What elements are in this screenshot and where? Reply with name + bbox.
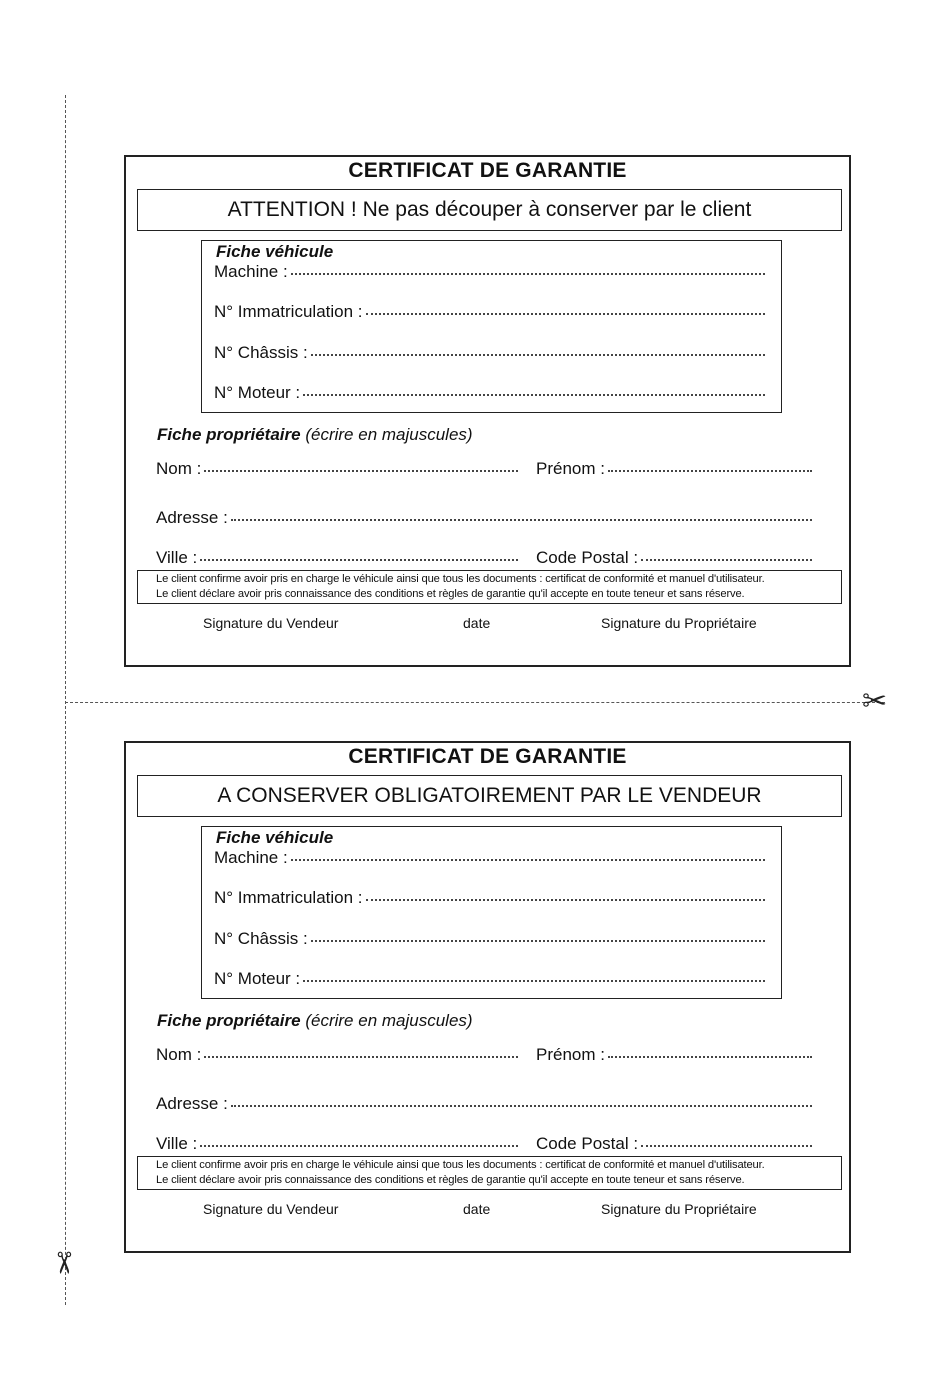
vehicle-section: [201, 826, 782, 999]
vertical-cut-line: [65, 95, 66, 1305]
machine-input-line[interactable]: [291, 272, 765, 275]
date-label: date: [463, 615, 491, 631]
moteur-label: N° Moteur :: [214, 969, 301, 988]
prenom-label: Prénom :: [536, 1045, 605, 1064]
nom-input-line[interactable]: [204, 1055, 518, 1058]
date-label: date: [463, 1201, 491, 1217]
chassis-label: N° Châssis :: [214, 929, 308, 948]
chassis-input-line[interactable]: [311, 939, 765, 942]
prenom-field[interactable]: [536, 1045, 812, 1065]
signature-vendeur-label: Signature du Vendeur: [203, 615, 339, 631]
owner-heading: [157, 1011, 473, 1031]
notice-line: Le client déclare avoir pris connaissance des conditions et règles de garantie qu'il accepte en toute teneur et sans réserve.: [156, 1173, 745, 1186]
vehicle-heading: Fiche véhicule: [216, 828, 334, 847]
chassis-input-line[interactable]: [311, 353, 765, 356]
nom-field[interactable]: [156, 1045, 518, 1065]
machine-field[interactable]: [214, 262, 765, 282]
notice-line: Le client confirme avoir pris en charge le véhicule ainsi que tous les documents : certificat de conformité et manuel d'utilisateur.: [156, 1159, 765, 1171]
owner-heading: [157, 425, 473, 445]
signature-proprietaire-label: Signature du Propriétaire: [601, 1201, 757, 1217]
immatriculation-field[interactable]: [214, 302, 765, 322]
ville-input-line[interactable]: [200, 1144, 518, 1147]
scissors-icon: ✂: [862, 684, 888, 719]
code-postal-input-line[interactable]: [641, 558, 812, 561]
moteur-label: N° Moteur :: [214, 383, 301, 402]
owner-heading-label: Fiche propriétaire: [157, 425, 301, 444]
certificate-title: CERTIFICAT DE GARANTIE: [348, 745, 627, 768]
vehicle-heading: Fiche véhicule: [216, 242, 334, 261]
immatriculation-input-line[interactable]: [366, 898, 765, 901]
machine-field[interactable]: [214, 848, 765, 868]
adresse-label: Adresse :: [156, 1094, 228, 1113]
certificate-banner: [137, 189, 842, 231]
client-notice: [137, 570, 842, 604]
adresse-label: Adresse :: [156, 508, 228, 527]
code-postal-label: Code Postal :: [536, 548, 639, 567]
signature-proprietaire-label: Signature du Propriétaire: [601, 615, 757, 631]
banner-text: ATTENTION ! Ne pas découper à conserver par le client: [227, 198, 752, 221]
moteur-field[interactable]: [214, 383, 765, 403]
nom-label: Nom :: [156, 1045, 202, 1064]
prenom-field[interactable]: [536, 459, 812, 479]
notice-line: Le client déclare avoir pris connaissance des conditions et règles de garantie qu'il accepte en toute teneur et sans réserve.: [156, 587, 745, 600]
horizontal-cut-line: [65, 702, 885, 703]
vehicle-section: [201, 240, 782, 413]
owner-heading-label: Fiche propriétaire: [157, 1011, 301, 1030]
code-postal-input-line[interactable]: [641, 1144, 812, 1147]
nom-input-line[interactable]: [204, 469, 518, 472]
ville-label: Ville :: [156, 548, 198, 567]
notice-line: Le client confirme avoir pris en charge le véhicule ainsi que tous les documents : certificat de conformité et manuel d'utilisateur.: [156, 573, 765, 585]
ville-input-line[interactable]: [200, 558, 518, 561]
code-postal-label: Code Postal :: [536, 1134, 639, 1153]
chassis-label: N° Châssis :: [214, 343, 308, 362]
banner-text: A CONSERVER OBLIGATOIREMENT PAR LE VENDEUR: [217, 784, 762, 807]
moteur-input-line[interactable]: [303, 393, 765, 396]
prenom-label: Prénom :: [536, 459, 605, 478]
chassis-field[interactable]: [214, 929, 765, 949]
client-notice: [137, 1156, 842, 1190]
code-postal-field[interactable]: [536, 1134, 812, 1154]
prenom-input-line[interactable]: [608, 469, 812, 472]
adresse-field[interactable]: [156, 508, 812, 528]
prenom-input-line[interactable]: [608, 1055, 812, 1058]
moteur-field[interactable]: [214, 969, 765, 989]
immatriculation-label: N° Immatriculation :: [214, 302, 363, 321]
machine-label: Machine :: [214, 262, 288, 281]
signature-vendeur-label: Signature du Vendeur: [203, 1201, 339, 1217]
nom-label: Nom :: [156, 459, 202, 478]
immatriculation-label: N° Immatriculation :: [214, 888, 363, 907]
adresse-input-line[interactable]: [231, 518, 812, 521]
ville-label: Ville :: [156, 1134, 198, 1153]
warranty-certificate-vendor: [124, 741, 851, 1253]
code-postal-field[interactable]: [536, 548, 812, 568]
certificate-banner: [137, 775, 842, 817]
scissors-icon: ✂: [45, 1250, 81, 1276]
ville-field[interactable]: [156, 548, 518, 568]
moteur-input-line[interactable]: [303, 979, 765, 982]
machine-label: Machine :: [214, 848, 288, 867]
owner-heading-note: (écrire en majuscules): [305, 425, 473, 444]
nom-field[interactable]: [156, 459, 518, 479]
immatriculation-input-line[interactable]: [366, 312, 765, 315]
adresse-input-line[interactable]: [231, 1104, 812, 1107]
machine-input-line[interactable]: [291, 858, 765, 861]
owner-heading-note: (écrire en majuscules): [305, 1011, 473, 1030]
ville-field[interactable]: [156, 1134, 518, 1154]
certificate-title: CERTIFICAT DE GARANTIE: [348, 159, 627, 182]
warranty-certificate-client: [124, 155, 851, 667]
immatriculation-field[interactable]: [214, 888, 765, 908]
adresse-field[interactable]: [156, 1094, 812, 1114]
chassis-field[interactable]: [214, 343, 765, 363]
